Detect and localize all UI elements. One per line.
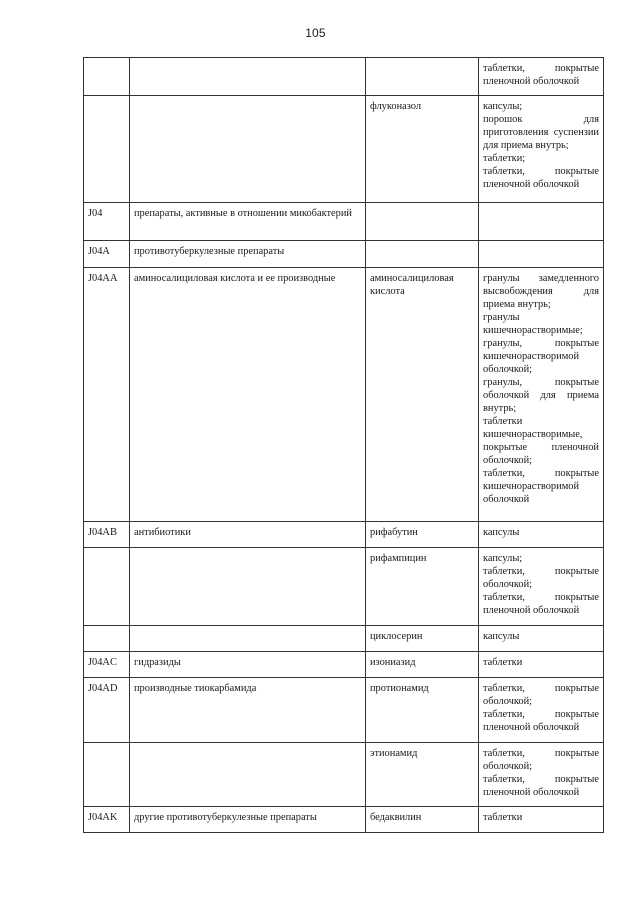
cell-code bbox=[84, 626, 130, 652]
dosage-form: капсулы bbox=[483, 631, 520, 642]
cell-code bbox=[84, 241, 130, 268]
table-row bbox=[84, 268, 604, 522]
drug-text: этионамид bbox=[370, 748, 418, 759]
cell-code bbox=[84, 58, 130, 96]
table-row bbox=[84, 241, 604, 268]
cell-group bbox=[130, 743, 366, 807]
dosage-form: гранулы кишечнорастворимые; bbox=[483, 312, 583, 336]
dosage-form: таблетки кишечнорастворимые, покрытые пленочной оболочкой; bbox=[483, 416, 599, 466]
cell-forms bbox=[479, 678, 604, 743]
drug-text: изониазид bbox=[370, 657, 416, 668]
cell-forms bbox=[479, 268, 604, 522]
cell-group bbox=[130, 652, 366, 678]
code-text: J04AA bbox=[88, 273, 118, 284]
cell-code bbox=[84, 807, 130, 833]
drug-text: бедаквилин bbox=[370, 812, 422, 823]
cell-forms bbox=[479, 203, 604, 241]
cell-drug bbox=[366, 268, 479, 522]
group-text: производные тиокарбамида bbox=[134, 683, 257, 694]
cell-forms bbox=[479, 96, 604, 203]
cell-group bbox=[130, 548, 366, 626]
dosage-form: гранулы, покрытые кишечнорастворимой оболочкой; bbox=[483, 338, 599, 375]
table-row bbox=[84, 58, 604, 96]
drug-text: флуконазол bbox=[370, 101, 422, 112]
code-text: J04AB bbox=[88, 527, 117, 538]
cell-group bbox=[130, 807, 366, 833]
drug-text: рифабутин bbox=[370, 527, 418, 538]
cell-code bbox=[84, 548, 130, 626]
cell-group bbox=[130, 678, 366, 743]
cell-forms bbox=[479, 743, 604, 807]
cell-code bbox=[84, 522, 130, 548]
cell-code bbox=[84, 96, 130, 203]
cell-group bbox=[130, 268, 366, 522]
cell-forms bbox=[479, 807, 604, 833]
cell-group bbox=[130, 241, 366, 268]
cell-drug bbox=[366, 652, 479, 678]
dosage-form: таблетки, покрытые пленочной оболочкой bbox=[483, 774, 599, 798]
dosage-form: таблетки, покрытые оболочкой; bbox=[483, 566, 599, 590]
cell-forms bbox=[479, 241, 604, 268]
group-text: препараты, активные в отношении микобактерий bbox=[134, 208, 352, 219]
dosage-form: таблетки, покрытые оболочкой; bbox=[483, 748, 599, 772]
dosage-form: таблетки, покрытые оболочкой; bbox=[483, 683, 599, 707]
dosage-form: порошок для приготовления суспензии для приема внутрь; bbox=[483, 114, 599, 151]
dosage-form: капсулы; bbox=[483, 553, 523, 564]
cell-code bbox=[84, 203, 130, 241]
group-text: аминосалициловая кислота и ее производные bbox=[134, 273, 336, 284]
code-text: J04AK bbox=[88, 812, 118, 823]
code-text: J04AD bbox=[88, 683, 118, 694]
table-body bbox=[84, 58, 604, 833]
cell-drug bbox=[366, 743, 479, 807]
dosage-form: капсулы bbox=[483, 527, 520, 538]
dosage-form: таблетки, покрытые пленочной оболочкой bbox=[483, 592, 599, 616]
dosage-form: таблетки bbox=[483, 812, 523, 823]
cell-drug bbox=[366, 522, 479, 548]
cell-code bbox=[84, 743, 130, 807]
table-row bbox=[84, 652, 604, 678]
cell-drug bbox=[366, 203, 479, 241]
cell-drug bbox=[366, 548, 479, 626]
cell-drug bbox=[366, 626, 479, 652]
drug-table bbox=[83, 57, 604, 833]
table-row bbox=[84, 743, 604, 807]
cell-forms bbox=[479, 652, 604, 678]
cell-group bbox=[130, 203, 366, 241]
code-text: J04 bbox=[88, 208, 103, 219]
cell-group bbox=[130, 96, 366, 203]
group-text: противотуберкулезные препараты bbox=[134, 246, 285, 257]
cell-forms bbox=[479, 626, 604, 652]
table-row bbox=[84, 807, 604, 833]
cell-drug bbox=[366, 58, 479, 96]
cell-drug bbox=[366, 678, 479, 743]
dosage-form: гранулы замедленного высвобождения для приема внутрь; bbox=[483, 273, 599, 310]
cell-group bbox=[130, 522, 366, 548]
code-text: J04A bbox=[88, 246, 110, 257]
table-row bbox=[84, 522, 604, 548]
cell-code bbox=[84, 678, 130, 743]
cell-group bbox=[130, 58, 366, 96]
dosage-form: таблетки, покрытые пленочной оболочкой bbox=[483, 709, 599, 733]
group-text: антибиотики bbox=[134, 527, 191, 538]
table-row bbox=[84, 548, 604, 626]
cell-code bbox=[84, 268, 130, 522]
table-row bbox=[84, 678, 604, 743]
drug-text: протионамид bbox=[370, 683, 429, 694]
cell-group bbox=[130, 626, 366, 652]
group-text: гидразиды bbox=[134, 657, 181, 668]
dosage-form: капсулы; bbox=[483, 101, 523, 112]
cell-drug bbox=[366, 241, 479, 268]
cell-code bbox=[84, 652, 130, 678]
table-row bbox=[84, 96, 604, 203]
drug-text: аминосалициловая кислота bbox=[370, 273, 454, 297]
dosage-form: таблетки bbox=[483, 657, 523, 668]
group-text: другие противотуберкулезные препараты bbox=[134, 812, 317, 823]
table-row bbox=[84, 203, 604, 241]
dosage-form: таблетки, покрытые пленочной оболочкой bbox=[483, 166, 599, 190]
drug-text: циклосерин bbox=[370, 631, 423, 642]
drug-text: рифампицин bbox=[370, 553, 427, 564]
cell-drug bbox=[366, 96, 479, 203]
dosage-form: таблетки; bbox=[483, 153, 526, 164]
cell-forms bbox=[479, 58, 604, 96]
dosage-form: таблетки, покрытые кишечнорастворимой оболочкой bbox=[483, 468, 599, 505]
page-number: 105 bbox=[305, 26, 326, 40]
cell-drug bbox=[366, 807, 479, 833]
dosage-form: таблетки, покрытые пленочной оболочкой bbox=[483, 63, 599, 87]
code-text: J04AC bbox=[88, 657, 117, 668]
cell-forms bbox=[479, 522, 604, 548]
cell-forms bbox=[479, 548, 604, 626]
table-row bbox=[84, 626, 604, 652]
dosage-form: гранулы, покрытые оболочкой для приема внутрь; bbox=[483, 377, 599, 414]
